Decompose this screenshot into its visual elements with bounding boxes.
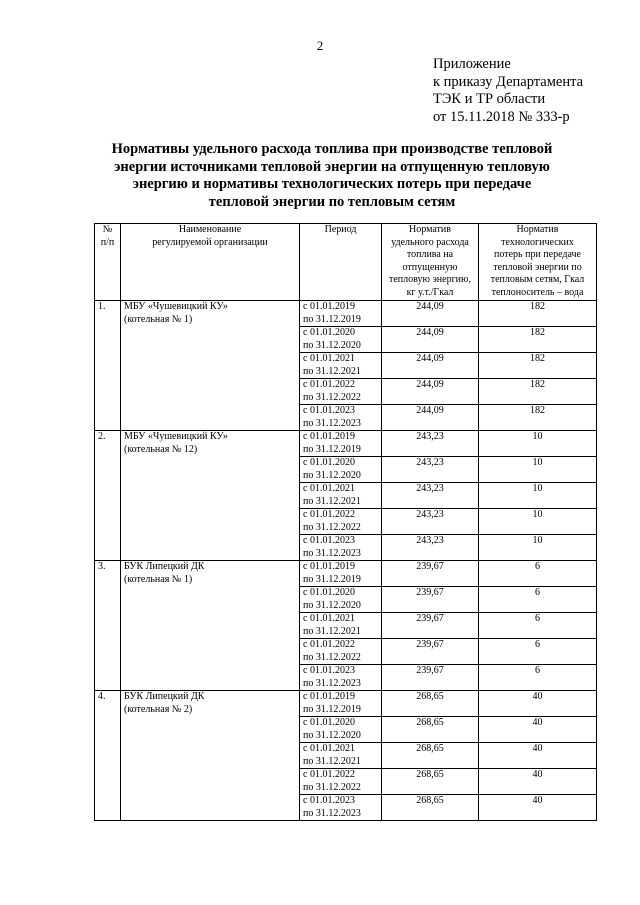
organization-name: БУК Липецкий ДК — [124, 561, 205, 572]
period-cell — [300, 665, 382, 691]
period-to: по 31.12.2020 — [303, 599, 361, 611]
fuel-norm-value: 239,67 — [382, 639, 479, 665]
header-period — [300, 224, 382, 301]
fuel-norm-value: 243,23 — [382, 483, 479, 509]
norms-table — [94, 223, 597, 821]
title-line: энергии источниками тепловой энергии на отпущенную тепловую — [114, 158, 550, 175]
table-row — [95, 691, 597, 717]
row-number: 4. — [95, 691, 121, 821]
table-header-row — [95, 224, 597, 301]
fuel-norm-value: 268,65 — [382, 717, 479, 743]
period-cell — [300, 743, 382, 769]
boiler-name: (котельная № 1) — [124, 313, 193, 325]
period-from: с 01.01.2023 — [303, 665, 355, 676]
loss-norm-value: 40 — [479, 691, 597, 717]
header-text: Период — [324, 224, 357, 235]
period-to: по 31.12.2022 — [303, 781, 361, 793]
period-to: по 31.12.2021 — [303, 625, 361, 637]
period-from: с 01.01.2022 — [303, 639, 355, 650]
fuel-norm-value: 244,09 — [382, 405, 479, 431]
loss-norm-value: 10 — [479, 483, 597, 509]
period-from: с 01.01.2020 — [303, 457, 355, 468]
fuel-norm-value: 243,23 — [382, 509, 479, 535]
loss-norm-value: 182 — [479, 301, 597, 327]
period-from: с 01.01.2021 — [303, 613, 355, 624]
fuel-norm-value: 244,09 — [382, 301, 479, 327]
period-to: по 31.12.2022 — [303, 391, 361, 403]
loss-norm-value: 6 — [479, 639, 597, 665]
fuel-norm-value: 244,09 — [382, 353, 479, 379]
period-to: по 31.12.2023 — [303, 807, 361, 819]
loss-norm-value: 182 — [479, 379, 597, 405]
header-organization — [121, 224, 300, 301]
header-text: тепловым сетям, Гкал — [490, 274, 585, 285]
period-from: с 01.01.2020 — [303, 587, 355, 598]
header-number — [95, 224, 121, 301]
period-from: с 01.01.2019 — [303, 301, 355, 312]
period-from: с 01.01.2022 — [303, 379, 355, 390]
period-cell — [300, 483, 382, 509]
period-to: по 31.12.2020 — [303, 729, 361, 741]
title-line: тепловой энергии по тепловым сетям — [208, 193, 456, 210]
header-text: удельного расхода — [391, 236, 469, 248]
period-cell — [300, 587, 382, 613]
period-from: с 01.01.2022 — [303, 509, 355, 520]
appendix-line: к приказу Департамента — [433, 73, 584, 90]
loss-norm-value: 182 — [479, 353, 597, 379]
boiler-name: (котельная № 12) — [124, 443, 198, 455]
period-from: с 01.01.2022 — [303, 769, 355, 780]
period-to: по 31.12.2021 — [303, 365, 361, 377]
fuel-norm-value: 243,23 — [382, 431, 479, 457]
loss-norm-value: 10 — [479, 535, 597, 561]
fuel-norm-value: 244,09 — [382, 327, 479, 353]
period-from: с 01.01.2021 — [303, 743, 355, 754]
header-text: технологических — [501, 236, 574, 248]
fuel-norm-value: 239,67 — [382, 665, 479, 691]
period-from: с 01.01.2019 — [303, 561, 355, 572]
appendix-line: от 15.11.2018 № 333-р — [433, 108, 570, 125]
loss-norm-value: 40 — [479, 795, 597, 821]
header-text: потерь при передаче — [494, 249, 581, 260]
header-text: Норматив — [516, 224, 559, 235]
table-row — [95, 301, 597, 327]
organization-cell — [121, 431, 300, 561]
period-cell — [300, 509, 382, 535]
appendix-line: ТЭК и ТР области — [433, 91, 546, 107]
period-from: с 01.01.2023 — [303, 405, 355, 416]
row-number: 3. — [95, 561, 121, 691]
fuel-norm-value: 268,65 — [382, 795, 479, 821]
period-cell — [300, 535, 382, 561]
table-body — [95, 301, 597, 821]
organization-name: МБУ «Чушевицкий КУ» — [124, 301, 228, 312]
title-line: энергию и нормативы технологических потерь при передаче — [132, 176, 532, 192]
header-text: регулируемой организации — [152, 236, 268, 248]
header-text: тепловую энергию, — [388, 274, 471, 285]
fuel-norm-value: 268,65 — [382, 691, 479, 717]
organization-cell — [121, 301, 300, 431]
fuel-norm-value: 244,09 — [382, 379, 479, 405]
page-number: 2 — [316, 38, 324, 53]
period-from: с 01.01.2020 — [303, 327, 355, 338]
loss-norm-value: 40 — [479, 769, 597, 795]
period-to: по 31.12.2020 — [303, 469, 361, 481]
period-from: с 01.01.2021 — [303, 353, 355, 364]
organization-cell — [121, 691, 300, 821]
period-from: с 01.01.2021 — [303, 483, 355, 494]
loss-norm-value: 6 — [479, 613, 597, 639]
header-text: Норматив — [409, 224, 451, 235]
period-cell — [300, 301, 382, 327]
loss-norm-value: 182 — [479, 405, 597, 431]
fuel-norm-value: 239,67 — [382, 561, 479, 587]
period-to: по 31.12.2023 — [303, 677, 361, 689]
header-loss-norm — [479, 224, 597, 301]
period-from: с 01.01.2023 — [303, 795, 355, 806]
period-to: по 31.12.2019 — [303, 443, 361, 455]
document-title — [92, 141, 572, 211]
period-cell — [300, 353, 382, 379]
period-to: по 31.12.2022 — [303, 651, 361, 663]
row-number: 2. — [95, 431, 121, 561]
period-to: по 31.12.2021 — [303, 755, 361, 767]
header-text: теплоноситель – вода — [491, 286, 584, 298]
period-cell — [300, 457, 382, 483]
period-to: по 31.12.2021 — [303, 495, 361, 507]
fuel-norm-value: 268,65 — [382, 769, 479, 795]
period-cell — [300, 327, 382, 353]
period-cell — [300, 769, 382, 795]
period-from: с 01.01.2020 — [303, 717, 355, 728]
fuel-norm-value: 239,67 — [382, 587, 479, 613]
period-cell — [300, 431, 382, 457]
fuel-norm-value: 268,65 — [382, 743, 479, 769]
appendix-line: Приложение — [433, 56, 511, 72]
period-cell — [300, 613, 382, 639]
loss-norm-value: 6 — [479, 561, 597, 587]
header-text: топлива на — [406, 249, 454, 260]
loss-norm-value: 10 — [479, 457, 597, 483]
fuel-norm-value: 243,23 — [382, 457, 479, 483]
period-cell — [300, 795, 382, 821]
loss-norm-value: 10 — [479, 509, 597, 535]
title-line: Нормативы удельного расхода топлива при производстве тепловой — [111, 141, 553, 157]
period-to: по 31.12.2020 — [303, 339, 361, 351]
loss-norm-value: 10 — [479, 431, 597, 457]
period-to: по 31.12.2023 — [303, 417, 361, 429]
organization-name: МБУ «Чушевицкий КУ» — [124, 431, 228, 442]
period-to: по 31.12.2019 — [303, 703, 361, 715]
loss-norm-value: 6 — [479, 587, 597, 613]
period-from: с 01.01.2019 — [303, 431, 355, 442]
loss-norm-value: 40 — [479, 743, 597, 769]
period-to: по 31.12.2019 — [303, 313, 361, 325]
header-text: № — [102, 224, 113, 235]
loss-norm-value: 40 — [479, 717, 597, 743]
period-from: с 01.01.2019 — [303, 691, 355, 702]
table-row — [95, 431, 597, 457]
header-text: кг у.т./Гкал — [406, 286, 454, 298]
organization-cell — [121, 561, 300, 691]
period-cell — [300, 405, 382, 431]
header-text: отпущенную — [402, 261, 458, 273]
period-to: по 31.12.2019 — [303, 573, 361, 585]
appendix-block — [433, 56, 583, 126]
period-to: по 31.12.2023 — [303, 547, 361, 559]
period-cell — [300, 717, 382, 743]
period-from: с 01.01.2023 — [303, 535, 355, 546]
header-fuel-norm — [382, 224, 479, 301]
loss-norm-value: 6 — [479, 665, 597, 691]
boiler-name: (котельная № 2) — [124, 703, 193, 715]
row-number: 1. — [95, 301, 121, 431]
table-row — [95, 561, 597, 587]
organization-name: БУК Липецкий ДК — [124, 691, 205, 702]
fuel-norm-value: 239,67 — [382, 613, 479, 639]
period-cell — [300, 379, 382, 405]
header-text: Наименование — [178, 224, 242, 235]
boiler-name: (котельная № 1) — [124, 573, 193, 585]
header-text: п/п — [100, 236, 115, 248]
period-to: по 31.12.2022 — [303, 521, 361, 533]
period-cell — [300, 561, 382, 587]
loss-norm-value: 182 — [479, 327, 597, 353]
period-cell — [300, 691, 382, 717]
period-cell — [300, 639, 382, 665]
header-text: тепловой энергии по — [493, 261, 582, 273]
fuel-norm-value: 243,23 — [382, 535, 479, 561]
